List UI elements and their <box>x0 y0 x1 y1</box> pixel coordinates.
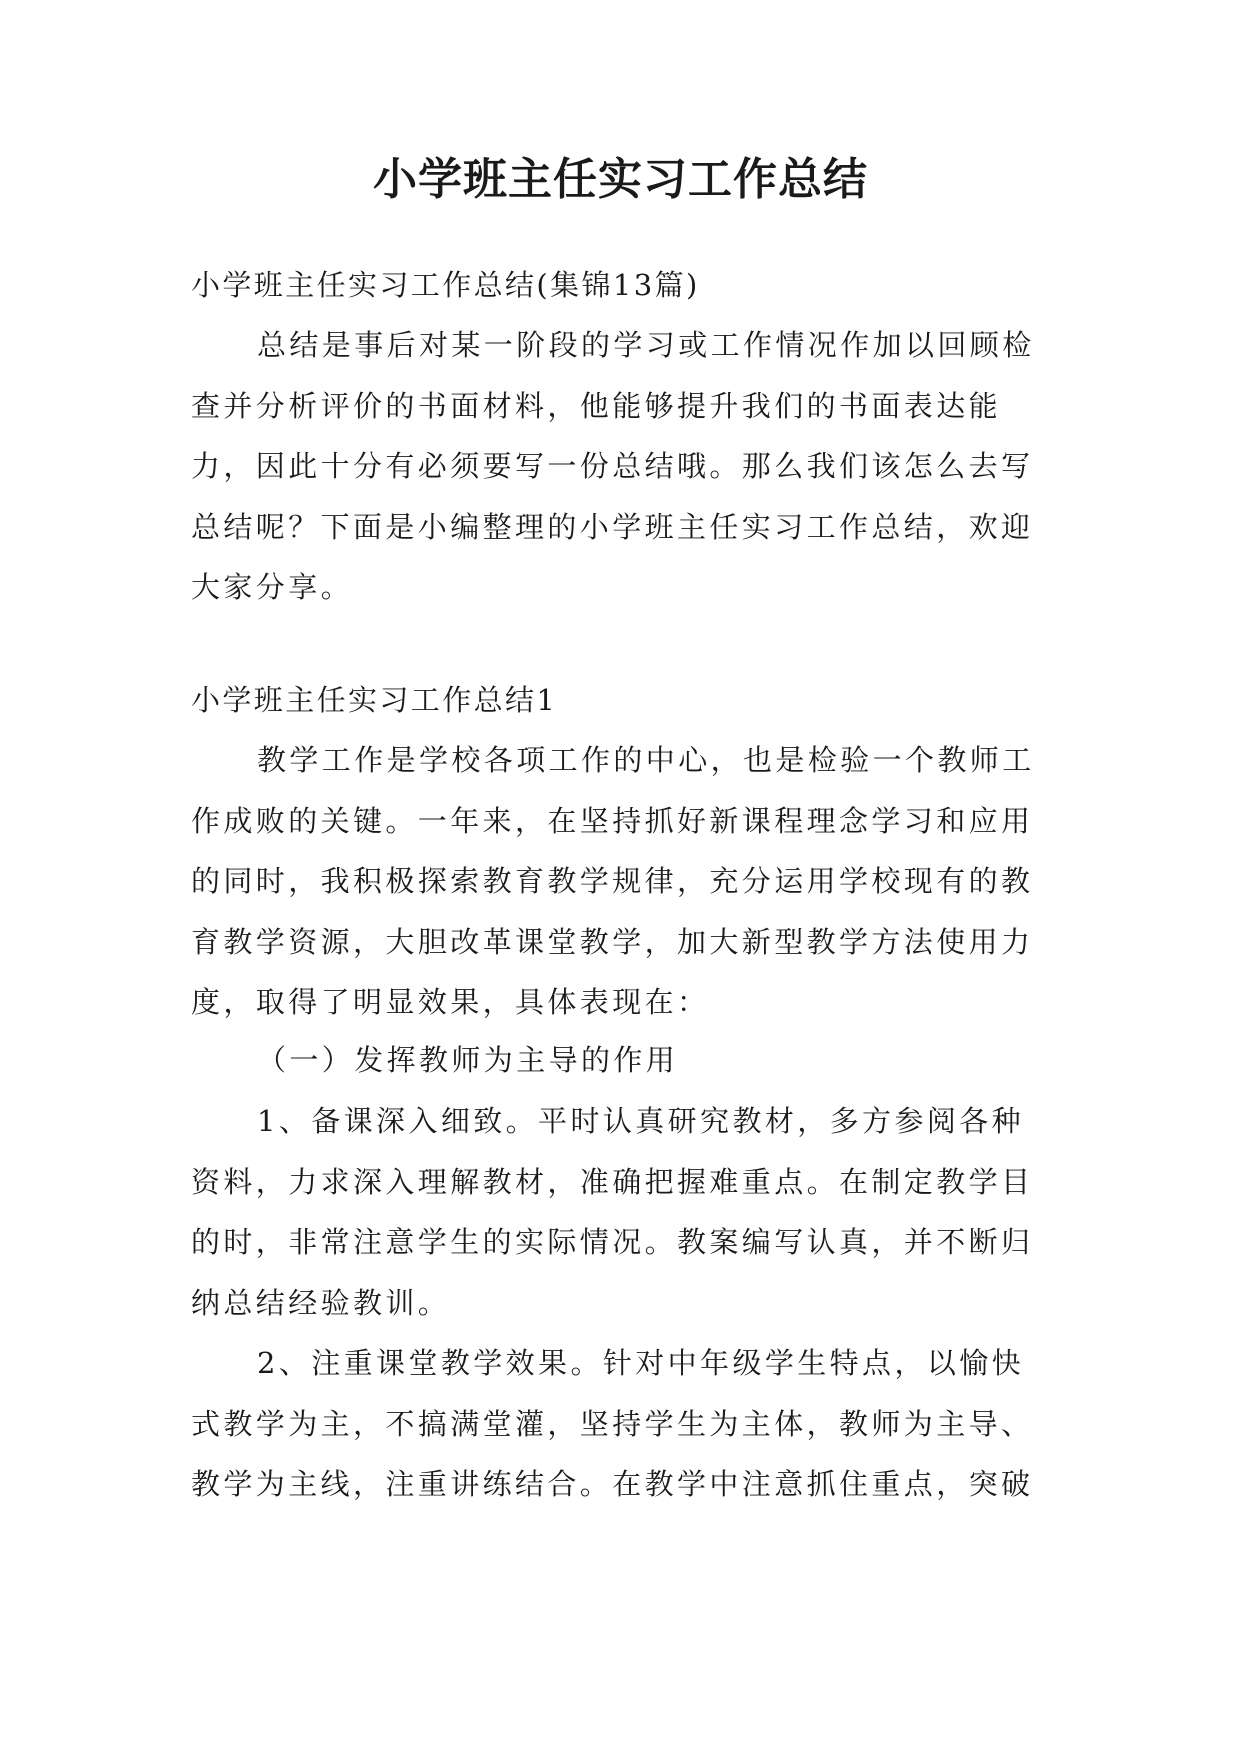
list-item-1: 1、备课深入细致。平时认真研究教材，多方参阅各种资料，力求深入理解教材，准确把握难重点。在制定教学目的时，非常注意学生的实际情况。教案编写认真，并不断归纳总结经验教训。 <box>191 1104 1034 1320</box>
list-item-2: 2、注重课堂教学效果。针对中年级学生特点，以愉快式教学为主，不搞满堂灌，坚持学生为主体，教师为主导、教学为主线，注重讲练结合。在教学中注意抓住重点，突破 <box>191 1346 1034 1501</box>
section-paragraph: 教学工作是学校各项工作的中心，也是检验一个教师工作成败的关键。一年来，在坚持抓好新课程理念学习和应用的同时，我积极探索教育教学规律，充分运用学校现有的教育教学资源，大胆改革课堂教学，加大新型教学方法使用力度，取得了明显效果，具体表现在： <box>191 743 1035 1019</box>
intro-paragraph: 总结是事后对某一阶段的学习或工作情况作加以回顾检查并分析评价的书面材料，他能够提升我们的书面表达能力，因此十分有必须要写一份总结哦。那么我们该怎么去写总结呢？下面是小编整理的小学班主任实习工作总结，欢迎大家分享。 <box>191 328 1035 604</box>
section-subheading: （一）发挥教师为主导的作用 <box>257 1043 679 1077</box>
section-heading: 小学班主任实习工作总结1 <box>191 683 558 717</box>
document-subtitle: 小学班主任实习工作总结(集锦13篇) <box>191 268 700 302</box>
document-title: 小学班主任实习工作总结 <box>373 154 868 205</box>
